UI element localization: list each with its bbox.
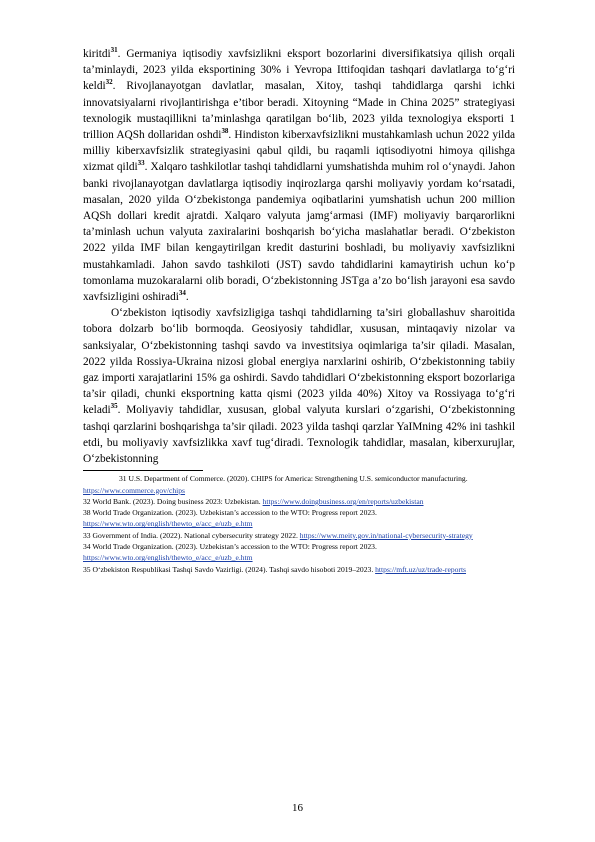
footnote-link[interactable]: https://www.meity.gov.in/national-cybersecurity-strategy <box>299 530 473 540</box>
text-run: . Xalqaro tashkilotlar tashqi tahdidlarni yumshatishda muhim rol o‘ynaydi. Jahon banki rivojlanayotgan davlatlarga iqtisodiy inqirozlarga qarshi moliyaviy yordam ko‘rsatadi, masalan, 2020 yilda O‘zbekistonga pandemiya oqibatlarini yumshatish uchun 200 million AQSh dollari kredit ajratdi. Xalqaro valyuta jamg‘armasi (IMF) moliyaviy barqarorlikni ta’minlash uchun valyuta zaxiralarini boshqarish bo‘yicha maslahatlar beradi. O‘zbekiston 2022 yilda IMF bilan kengaytirilgan kredit dasturini boshladi, bu moliyaviy xavfsizlikni mustahkamladi. Jahon savdo tashkiloti (JST) savdo tahdidlarini kamaytirish uchun ko‘p tomonlama muzokaralarni olib boradi, O‘zbekistonning JSTga a’zo bo‘lish jarayoni esa savdo xavfsizligini oshiradi <box>83 161 515 304</box>
footnote-link[interactable]: https://www.commerce.gov/chips <box>83 485 186 495</box>
footnote-text: 33 Government of India. (2022). National cybersecurity strategy 2022. <box>83 530 300 540</box>
footnote-link[interactable]: https://www.wto.org/english/thewto_e/acc_e/uzb_e.htm <box>83 519 253 529</box>
text-run: kiritdi <box>83 48 111 60</box>
text-run: . Germaniya iqtisodiy xavfsizlikni eksport bozorlarini diversifikatsiya qilish orqali ta’minlaydi, 2023 yilda eksportining 30% i Yevropa Ittifoqidan tashqari davlatlarga to‘g‘ri keldi <box>83 48 515 93</box>
footnote <box>83 530 515 541</box>
footnote-ref[interactable]: 33 <box>137 159 145 168</box>
page-content <box>83 46 515 575</box>
footnote-link[interactable]: https://www.wto.org/english/thewto_e/acc_e/uzb_e.htm <box>83 553 253 563</box>
footnote <box>83 473 515 496</box>
footnote-separator <box>83 470 203 471</box>
footnote <box>83 507 515 530</box>
text-run: . Rivojlanayotgan davlatlar, masalan, Xitoy, tashqi tahdidlarga qarshi ichki innovatsiyalarni rivojlantirishga e’tibor beradi. Xitoyning “Made in China 2025” strategiyasi texnologik mustaqillikni ta’minlashga qaratilgan bo‘lib, 2023 yilda texnologiya eksporti 1 trillion AQSh dollaridan oshdi <box>83 80 515 142</box>
footnote-ref[interactable]: 35 <box>110 402 118 411</box>
footnote-ref[interactable]: 34 <box>178 289 186 298</box>
footnote-ref[interactable]: 32 <box>105 78 113 87</box>
footnote-link[interactable]: https://mft.uz/uz/trade-reports <box>375 564 467 574</box>
body-paragraph-2 <box>83 305 515 467</box>
footnote-ref[interactable]: 38 <box>221 127 229 136</box>
footnotes <box>83 473 515 575</box>
footnote-link[interactable]: https://www.doingbusiness.org/en/reports/uzbekistan <box>262 496 424 506</box>
text-run: . Hindiston kiberxavfsizlikni mustahkamlash uchun 2022 yilda milliy kiberxavfsizlik strategiyasini qabul qildi, bu raqamli iqtisodiyotni himoya qilishga xizmat qildi <box>83 129 516 174</box>
footnote-text: 31 U.S. Department of Commerce. (2020). CHIPS for America: Strengthening U.S. semiconductor manufacturing. <box>119 474 468 484</box>
footnote-text: 32 World Bank. (2023). Doing business 2023: Uzbekistan. <box>83 496 263 506</box>
footnote-text: 34 World Trade Organization. (2023). Uzbekistan’s accession to the WTO: Progress report 2023. <box>83 542 377 552</box>
page-number: 16 <box>292 802 303 814</box>
footnote <box>83 564 515 575</box>
footnote-ref[interactable]: 31 <box>110 46 118 55</box>
footnote-text: 38 World Trade Organization. (2023). Uzbekistan’s accession to the WTO: Progress report 2023. <box>83 508 377 518</box>
footnote-text: 35 O‘zbekiston Respublikasi Tashqi Savdo Vazirligi. (2024). Tashqi savdo hisoboti 2019–2023. <box>83 564 376 574</box>
footnote <box>83 496 515 507</box>
text-run: . Moliyaviy tahdidlar, xususan, global valyuta kurslari o‘zgarishi, O‘zbekistonning tashqi qarzlarini boshqarishga ta’sir qiladi. 2023 yilda tashqi qarzlar YaIMning 42% ini tashkil etdi, bu moliyaviy xavfsizlikka xavf tug‘diradi. Texnologik tahdidlar, masalan, kiberxurujlar, O‘zbekistonning <box>83 404 515 466</box>
text-run: . <box>185 291 189 304</box>
body-paragraph-1 <box>83 46 515 305</box>
text-run: O‘zbekiston iqtisodiy xavfsizligiga tashqi tahdidlarning ta’siri globallashuv sharoitida tobora dolzarb bo‘lib bormoqda. Geosiyosiy tahdidlar, xususan, mintaqaviy nizolar va sanksiyalar, O‘zbekistonning tashqi savdo va investitsiya oqimlariga ta’sir qiladi. Masalan, 2022 yilda Rossiya-Ukraina nizosi global energiya narxlarini oshirib, O‘zbekistonning tabiiy gaz importi xarajatlarini 15% ga oshirdi. Savdo tahdidlari O‘zbekistonning eksport bozorlariga ta’sir qiladi, chunki eksportning katta qismi (2023 yilda 40%) Xitoy va Rossiyaga to‘g‘ri keladi <box>83 307 515 417</box>
footnote <box>83 541 515 564</box>
